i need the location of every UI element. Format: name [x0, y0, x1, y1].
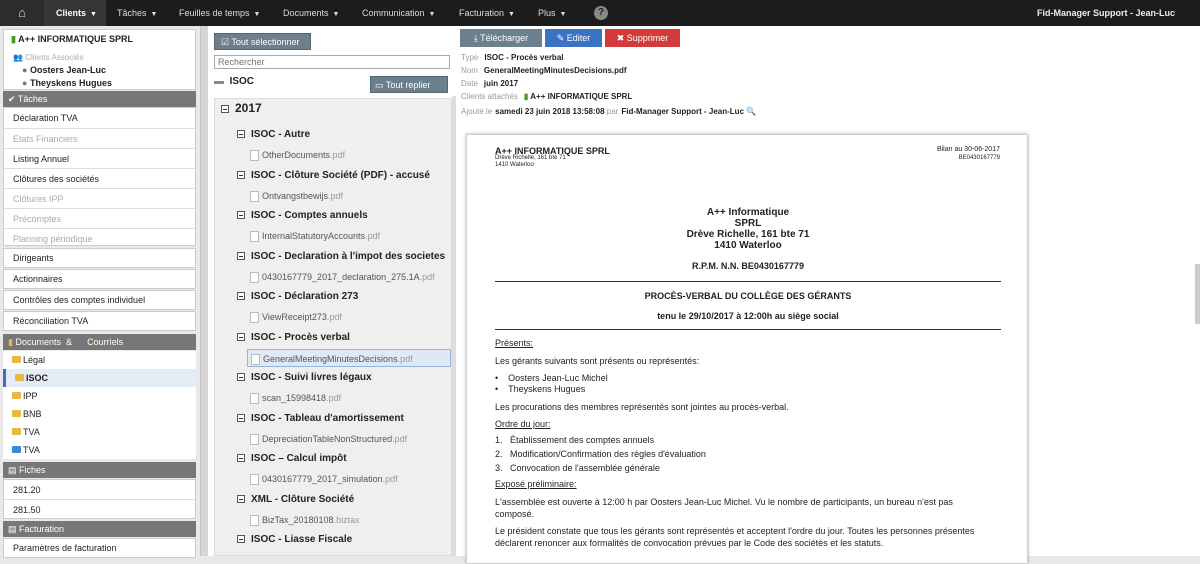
- bullet-text: Theyskens Hugues: [508, 384, 586, 394]
- folder-label: IPP: [23, 391, 38, 401]
- nav-label: Clients: [56, 8, 87, 18]
- pencil-icon: ✎: [556, 33, 565, 43]
- file-icon: [251, 354, 260, 365]
- meta-clients: [461, 92, 632, 101]
- documents-header[interactable]: [3, 334, 196, 350]
- category-label: ISOC - Suivi livres légaux: [251, 372, 372, 383]
- task-item: Clôtures IPP: [4, 188, 197, 209]
- collapse-icon: [221, 105, 229, 113]
- search-icon[interactable]: 🔍: [746, 107, 757, 116]
- file-item[interactable]: [247, 308, 451, 326]
- category-label: ISOC – Calcul impôt: [251, 453, 347, 464]
- associates-text: Clients Associés: [25, 53, 84, 62]
- folder-icon: [15, 374, 24, 381]
- edit-label: Editer: [566, 33, 591, 43]
- agenda-text: Convocation de l'assemblée générale: [510, 463, 660, 473]
- doc-subtitle: tenu le 29/10/2017 à 12:00h au siège social: [657, 311, 839, 321]
- file-ext: .pdf: [330, 150, 346, 160]
- file-ext: .pdf: [326, 393, 342, 403]
- billing-title: Facturation: [19, 524, 65, 534]
- file-name: GeneralMeetingMinutesDecisions: [263, 353, 398, 364]
- task-item[interactable]: Listing Annuel: [4, 148, 197, 169]
- type-value: ISOC - Procès verbal: [484, 53, 564, 62]
- file-item[interactable]: [247, 227, 451, 245]
- chevron-down-icon: ▼: [428, 11, 436, 18]
- home-icon[interactable]: ⌂: [0, 0, 44, 26]
- file-name: BizTax_20180108: [262, 514, 334, 525]
- nav-label: Plus: [538, 8, 556, 18]
- collapse-icon: ▭: [375, 80, 384, 90]
- folder-icon: [12, 356, 21, 363]
- delete-label: Supprimer: [626, 33, 669, 43]
- file-name: Ontvangstbewijs: [262, 190, 329, 201]
- nav-label: Facturation: [459, 8, 505, 18]
- file-item[interactable]: [247, 146, 451, 164]
- task-item[interactable]: Clôtures des sociétés: [4, 168, 197, 189]
- collapse-icon: [237, 373, 245, 381]
- nav-facturation[interactable]: [459, 0, 515, 26]
- collapse-icon: [237, 454, 245, 462]
- file-name: 0430167779_2017_simulation: [262, 474, 383, 484]
- chevron-down-icon: ▼: [559, 11, 567, 18]
- doc-presents: Présents:: [495, 338, 534, 348]
- collapse-all-button[interactable]: [370, 76, 448, 93]
- file-item[interactable]: [247, 389, 451, 407]
- folder-isoc[interactable]: [3, 369, 196, 387]
- date-value: juin 2017: [483, 79, 519, 88]
- file-icon: ▤: [8, 465, 17, 475]
- doc-bullet: • Oosters Jean-Luc Michel: [495, 373, 608, 383]
- task-item: Précomptes: [4, 208, 197, 229]
- client-link[interactable]: [524, 92, 632, 101]
- doc-expose: Exposé préliminaire:: [495, 479, 577, 489]
- category-node[interactable]: [237, 207, 449, 225]
- current-folder-label: ISOC: [229, 76, 255, 87]
- file-name: 0430167779_2017_declaration_275.1A: [262, 271, 420, 282]
- category-node[interactable]: [237, 491, 449, 509]
- doc-rule: [495, 329, 1001, 330]
- year-label: 2017: [235, 101, 262, 115]
- category-label: ISOC - Declaration à l'impot des societes: [251, 250, 446, 262]
- category-label: ISOC - Comptes annuels: [251, 210, 368, 221]
- doc-header-bilan: Bilan au 30-06-2017: [936, 146, 1000, 153]
- by-value: Fid-Manager Support - Jean-Luc: [621, 107, 745, 116]
- chevron-down-icon: ▼: [90, 11, 97, 18]
- file-name: scan_15998418: [262, 393, 327, 403]
- associates-label: [13, 53, 83, 62]
- bullet-text: Oosters Jean-Luc Michel: [508, 373, 608, 383]
- link-reconciliation-tva[interactable]: [3, 311, 196, 331]
- file-ext: .pdf: [365, 231, 381, 241]
- billing-icon: ▤: [8, 524, 17, 534]
- folder-legal[interactable]: [3, 351, 196, 369]
- billing-list: [3, 538, 196, 558]
- type-label: Type: [461, 53, 479, 62]
- doc-company: A++ Informatique: [706, 207, 790, 218]
- billing-header[interactable]: [3, 521, 196, 537]
- file-icon: [250, 150, 259, 161]
- doc-agenda-item: 3. Convocation de l'assemblée générale: [495, 463, 660, 473]
- mail-icon: [12, 446, 21, 453]
- agenda-text: Modification/Confirmation des règles d'évaluation: [510, 449, 706, 459]
- folder-label: BNB: [23, 409, 42, 419]
- chevron-down-icon: ▼: [508, 11, 515, 18]
- category-label: ISOC - Autre: [251, 129, 311, 140]
- category-label: ISOC - Clôture Société (PDF) - accusé: [251, 169, 430, 181]
- folder-bnb[interactable]: [3, 405, 196, 423]
- associate-name: Theyskens Hugues: [29, 78, 112, 88]
- nav-communication[interactable]: [362, 0, 435, 26]
- meta-type: [461, 53, 564, 62]
- user-menu[interactable]: Fid-Manager Support - Jean-Luc: [1036, 8, 1175, 18]
- meta-added: [461, 107, 756, 116]
- doc-paragraph: L'assemblée est ouverte à 12:00 h par Oosters Jean-Luc Michel. Vu le nombre de participants, un bureau n'est pas: [495, 497, 953, 507]
- link-dirigeants[interactable]: [3, 248, 196, 268]
- file-item[interactable]: [247, 349, 451, 367]
- download-label: Télécharger: [480, 33, 529, 43]
- category-node[interactable]: [237, 450, 449, 468]
- task-item: Planning périodique: [4, 228, 197, 249]
- by-label: par: [606, 107, 619, 116]
- name-label: Nom: [461, 66, 478, 75]
- folder-label: Légal: [23, 355, 46, 365]
- collapse-icon: [237, 211, 245, 219]
- file-icon: [250, 191, 259, 202]
- documents-title: Documents: [15, 337, 61, 347]
- link-controles[interactable]: [3, 290, 196, 310]
- file-icon: [250, 474, 259, 485]
- associate-name: Oosters Jean-Luc: [29, 65, 106, 75]
- name-value: GeneralMeetingMinutesDecisions.pdf: [483, 66, 627, 75]
- select-all-button[interactable]: [214, 33, 311, 50]
- category-label: ISOC - Déclaration 273: [251, 291, 359, 302]
- folder-icon: ▬: [214, 76, 224, 87]
- collapse-icon: [237, 252, 245, 260]
- file-name: ViewReceipt273: [262, 312, 327, 322]
- category-label: ISOC - Tableau d'amortissement: [251, 412, 404, 424]
- pdf-preview: [466, 134, 1028, 564]
- help-icon[interactable]: ?: [594, 6, 608, 20]
- close-icon: ✖: [616, 33, 625, 43]
- scrollbar[interactable]: [1195, 264, 1200, 324]
- category-label: ISOC - Procès verbal: [251, 331, 350, 343]
- folder-icon: [12, 410, 21, 417]
- clients-label: Clients attachés: [461, 92, 518, 101]
- users-icon: 👥: [13, 53, 23, 62]
- folder-ipp[interactable]: [3, 387, 196, 405]
- doc-paragraph: composé.: [495, 509, 535, 519]
- doc-header-address2: 1410 Waterloo: [495, 162, 534, 168]
- file-icon: [250, 434, 259, 445]
- current-folder: [214, 76, 254, 87]
- file-icon: [250, 312, 259, 323]
- fiches-title: Fiches: [19, 465, 46, 475]
- collapse-icon: [237, 495, 245, 503]
- category-node[interactable]: [237, 167, 449, 185]
- tasks-title: Tâches: [17, 94, 48, 104]
- associate-item[interactable]: [22, 78, 112, 88]
- file-item[interactable]: [247, 268, 451, 286]
- category-node[interactable]: [237, 126, 449, 144]
- nav-plus[interactable]: [538, 0, 566, 26]
- client-company[interactable]: [11, 34, 133, 45]
- client-value: A++ INFORMATIQUE SPRL: [530, 92, 633, 101]
- meta-name: [461, 66, 627, 75]
- nav-documents[interactable]: [283, 0, 339, 26]
- nav-feuilles-de-temps[interactable]: [179, 0, 260, 26]
- file-item[interactable]: [247, 470, 451, 488]
- fiche-item[interactable]: 281.20: [13, 485, 41, 495]
- file-ext: .pdf: [392, 433, 408, 444]
- company-icon: ▮: [11, 34, 16, 44]
- documents-panel: [208, 26, 456, 556]
- doc-paragraph: Les gérants suivants sont présents ou représentés:: [495, 356, 700, 366]
- folder-label: TVA: [23, 427, 40, 437]
- category-label: XML - Clôture Société: [251, 493, 355, 505]
- doc-agenda-item: 1. Établissement des comptes annuels: [495, 435, 655, 445]
- mail-title: Courriels: [87, 337, 124, 347]
- document-tree: [214, 98, 452, 556]
- collapse-icon: [237, 171, 245, 179]
- doc-address: Drève Richelle, 161 bte 71: [686, 229, 810, 240]
- file-ext: .pdf: [326, 312, 342, 322]
- file-icon: [250, 231, 259, 242]
- chevron-down-icon: ▼: [332, 11, 340, 18]
- file-name: DepreciationTableNonStructured: [262, 433, 393, 444]
- task-item: Etats Financiers: [4, 128, 197, 149]
- doc-city: 1410 Waterloo: [714, 240, 782, 251]
- file-ext: .pdf: [419, 271, 435, 282]
- link-label: Contrôles des comptes individuel: [13, 295, 146, 305]
- category-node[interactable]: [237, 329, 449, 347]
- file-name: OtherDocuments: [262, 150, 331, 160]
- category-node[interactable]: [237, 531, 449, 549]
- doc-bullet: • Theyskens Hugues: [495, 384, 586, 394]
- nav-label: Tâches: [117, 8, 147, 18]
- nav-label: Communication: [362, 8, 425, 18]
- file-item[interactable]: [247, 187, 451, 205]
- link-label: Réconciliation TVA: [13, 316, 89, 326]
- nav-label: Documents: [283, 8, 329, 18]
- file-name: InternalStatutoryAccounts: [262, 231, 366, 241]
- mail-tva[interactable]: [3, 441, 196, 459]
- doc-agenda: Ordre du jour:: [495, 419, 551, 429]
- file-item[interactable]: [247, 511, 451, 529]
- file-ext: .pdf: [328, 190, 344, 201]
- collapse-icon: [237, 292, 245, 300]
- detail-panel: [456, 26, 1200, 556]
- collapse-label: Tout replier: [385, 80, 431, 90]
- collapse-icon: [237, 535, 245, 543]
- category-label: ISOC - Liasse Fiscale: [251, 534, 353, 545]
- doc-company-type: SPRL: [734, 218, 762, 229]
- added-label: Ajouté le: [461, 107, 493, 116]
- file-icon: [250, 393, 259, 404]
- ampersand: &: [66, 337, 73, 347]
- tasks-list: [3, 107, 196, 246]
- file-ext: .biztax: [333, 514, 360, 525]
- billing-item[interactable]: Paramètres de facturation: [13, 543, 117, 553]
- fiches-list: [3, 479, 196, 519]
- client-card: [3, 29, 196, 90]
- chevron-down-icon: ▼: [150, 11, 158, 18]
- company-icon: ▮: [523, 92, 529, 101]
- doc-title: PROCÈS-VERBAL DU COLLÈGE DES GÉRANTS: [644, 291, 852, 301]
- date-label: Date: [461, 79, 478, 88]
- user-icon: ●: [22, 65, 28, 75]
- check-icon: ✔: [8, 94, 16, 104]
- doc-header-address1: Drève Richelle, 161 bte 71: [495, 155, 566, 161]
- fiches-header[interactable]: [3, 462, 196, 478]
- nav-clients[interactable]: [44, 0, 106, 26]
- year-node[interactable]: [221, 101, 262, 115]
- folder-label: ISOC: [26, 373, 49, 383]
- folder-tva[interactable]: [3, 423, 196, 441]
- panel-divider[interactable]: [200, 26, 208, 556]
- link-label: Actionnaires: [13, 274, 63, 284]
- tasks-header[interactable]: [3, 91, 196, 107]
- link-actionnaires[interactable]: [3, 269, 196, 289]
- file-icon: [250, 272, 259, 283]
- doc-paragraph: Les procurations des membres représentés sont jointes au procès-verbal.: [495, 402, 789, 412]
- nav-label: Feuilles de temps: [179, 8, 250, 18]
- edit-button[interactable]: [545, 29, 602, 47]
- category-node[interactable]: [237, 369, 449, 387]
- category-node[interactable]: [237, 248, 449, 266]
- checkbox-icon: ☑: [221, 37, 230, 47]
- task-item[interactable]: Déclaration TVA: [13, 113, 78, 123]
- doc-paragraph: déclarent renoncer aux formalités de convocation prévues par le Code des sociétés et les statuts.: [495, 538, 884, 548]
- folder-icon: ▮: [8, 337, 13, 347]
- file-item[interactable]: [247, 430, 451, 448]
- delete-button[interactable]: [605, 29, 680, 47]
- agenda-text: Établissement des comptes annuels: [510, 435, 655, 445]
- folder-label: TVA: [23, 445, 40, 455]
- company-name: A++ INFORMATIQUE SPRL: [18, 34, 133, 44]
- user-icon: ●: [22, 78, 28, 88]
- category-node[interactable]: [237, 288, 449, 306]
- sidebar: [0, 26, 200, 556]
- download-icon: ⤓: [473, 33, 478, 43]
- fiche-item[interactable]: 281.50: [4, 499, 197, 520]
- doc-agenda-item: 2. Modification/Confirmation des règles d'évaluation: [495, 449, 706, 459]
- category-node[interactable]: [237, 410, 449, 428]
- file-icon: [250, 515, 259, 526]
- associate-item[interactable]: [22, 65, 106, 75]
- link-label: Dirigeants: [13, 253, 54, 263]
- doc-paragraph: Le président constate que tous les gérants sont représentés et acceptent l'ordre du jour. Toutes les personnes présentes: [495, 526, 975, 536]
- chevron-down-icon: ▼: [253, 11, 261, 18]
- collapse-icon: [237, 333, 245, 341]
- doc-rule: [495, 281, 1001, 282]
- search-input[interactable]: [214, 55, 450, 69]
- doc-header-company: A++ INFORMATIQUE SPRL: [495, 146, 610, 156]
- collapse-icon: [237, 130, 245, 138]
- file-ext: .pdf: [397, 353, 413, 364]
- meta-date: [461, 79, 518, 88]
- doc-header-number: BE0430167779: [958, 155, 1000, 161]
- file-ext: .pdf: [382, 474, 398, 484]
- mail-icon: ✉: [77, 337, 85, 347]
- folder-icon: [12, 392, 21, 399]
- folder-icon: [12, 428, 21, 435]
- doc-rpm: R.P.M. N.N. BE0430167779: [692, 261, 804, 271]
- nav-taches[interactable]: [117, 0, 157, 26]
- download-button[interactable]: [460, 29, 542, 47]
- top-navbar: [0, 0, 1200, 26]
- select-all-label: Tout sélectionner: [231, 37, 300, 47]
- added-value: samedi 23 juin 2018 13:58:08: [495, 107, 605, 116]
- collapse-icon: [237, 414, 245, 422]
